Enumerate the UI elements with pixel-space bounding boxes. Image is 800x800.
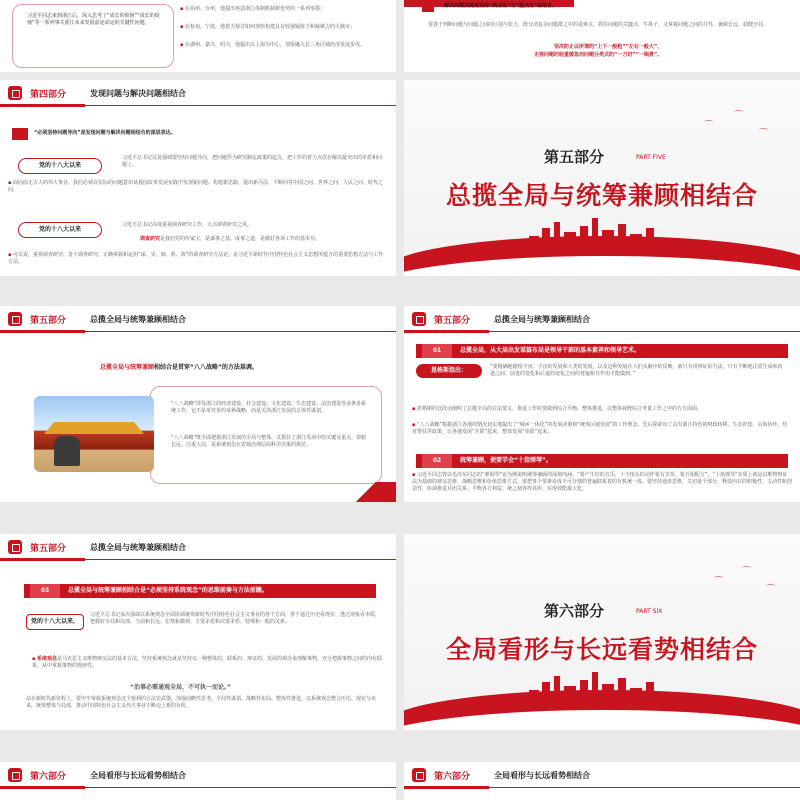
bullet-1: ▪ 恩格斯的这段话阐明了总揽全局的方法要义，推进工作时要做到综合平衡、整体推进，以整体视野综合考量工作之中的方方面面。 xyxy=(412,406,792,413)
bullet-3: ▪ 在湖州、嘉兴、绍兴，他提出以上海为中心，加快融入长三角区域经济发展步伐。 xyxy=(180,42,386,49)
bullet-2: ▪ 可以说，重视调查研究、善于调查研究、正确掌握和运用“深、实、细、准、效”的调查研究方法论，是习近平新时代中国特色社会主义思想所蕴含的重要思想方法与工作方法。 xyxy=(8,252,388,266)
part-number: 第五部分 xyxy=(544,148,605,166)
header-rule xyxy=(0,105,396,106)
part-title: 全局看形与长远看势相结合 xyxy=(90,771,186,780)
cover-title: 总揽全局与统筹兼顾相结合 xyxy=(445,181,758,210)
bird-icon: ⌒ xyxy=(704,121,714,131)
part-label: 第六部分 xyxy=(434,772,471,782)
quote-label: 恩格斯指出： xyxy=(416,364,482,378)
slide-thumbnail-7[interactable] xyxy=(0,534,396,730)
section-icon xyxy=(412,768,426,782)
section-icon xyxy=(8,540,22,554)
quote-text: 习近平同志来到浙江后，深入思考了“成长的烦恼”“成长的烦恼”等一系列事关浙江未来发展前途命运的关键性问题。 xyxy=(27,13,160,26)
lead-line xyxy=(100,364,258,371)
red-keyword: 系统观念 xyxy=(36,656,57,662)
part-title: 总揽全局与统筹兼顾相结合 xyxy=(90,543,186,552)
palace-photo xyxy=(34,396,154,472)
bird-icon: ⌒ xyxy=(734,111,744,121)
header-rule xyxy=(404,331,800,332)
text: 习近平总书记多次强调以系统观念全面协调统筹新时代中国特色社会主义事业的各个方面，善于通过历史看现实、透过现象看本质，把握好全局和局部、当前和长远、宏观和微观、主要矛盾和次要矛盾、特殊和一般的关系。 xyxy=(90,612,381,625)
paragraph-2: “八八战略”既全面把握浙江发展的全局与整体，又抓住了浙江发展中的关键及重点，着眼长远、注重大局，是系统观念在省域治理层面科学决策的典范。 xyxy=(171,435,367,448)
slide-thumbnail-6[interactable] xyxy=(404,306,800,502)
cover-title: 全局看形与长远看势相结合 xyxy=(445,635,758,664)
bullet-2: ▪ “八八战略”根据浙江各地的情况切实地提出了“城乡一体化”的发展决策和“统筹区域发展”的工作理念，先后探索出了具有浙江特色的财政转移、生态补偿、山海协作、结对帮扶等政策，让各地发展“并联”起来，整体发展“串联”起来。 xyxy=(412,422,792,436)
part-label: 第六部分 xyxy=(30,772,67,782)
header-rule xyxy=(404,787,800,788)
point-text-2: 统筹兼顾，便要学会“十指弹琴”。 xyxy=(460,457,552,464)
point-text-1: 总揽全局，从大局出发谋篇布局是领导干部的基本素养和领导艺术。 xyxy=(460,347,641,354)
part-title: 发现问题与解决问题相结合 xyxy=(90,89,186,98)
header-rule xyxy=(0,559,396,560)
section-icon xyxy=(412,312,426,326)
header-rule xyxy=(0,787,396,788)
part-title: 总揽全局与统筹兼顾相结合 xyxy=(90,315,186,324)
slide-thumbnail-10[interactable] xyxy=(404,762,800,800)
point-text: 总揽全局与统筹兼顾相结合是“必须坚持系统观念”的思维前奏与方法前瞻。 xyxy=(68,587,268,594)
point-bar-2 xyxy=(416,454,788,468)
bullet-2: ▪ 在杭州、宁波，他着力探讨如何加快构建具有较强辐射力和凝聚力的大城市； xyxy=(180,24,386,31)
flag-icon xyxy=(12,128,28,140)
part-label: 第五部分 xyxy=(30,316,67,326)
flag-icon xyxy=(422,2,434,12)
slide-header xyxy=(0,306,396,332)
slide-thumbnail-3[interactable] xyxy=(0,80,396,276)
quote-text: “要精确地描绘宇宙、宇宙的发展和人类的发展，以及这种发展在人们头脑中的反映，就只有用辩证的方法，只有不断地注意生成和消逝之间、前进的变化和后退的变化之间的普遍相互作用才能做到。” xyxy=(490,364,783,377)
point-bar-1 xyxy=(416,344,788,358)
header-rule xyxy=(0,331,396,332)
quote-card xyxy=(12,4,174,68)
part-label: 第四部分 xyxy=(30,90,67,100)
paragraph: 要善于判断问题与问题之间的区别与张力，既分清复杂问题群之中的重难点，抓住问题的关键点、牛鼻子，又掌握问题之间的共性、兼顾长远、稳健全局。 xyxy=(428,22,769,28)
lead-text: 相结合是贯穿“八八战略”的方法基调。 xyxy=(154,364,258,371)
pill-label-2: 党的十八大以来 xyxy=(18,222,102,238)
bullet xyxy=(32,656,382,670)
bullet-text: 是马克思主义唯物辩证法的基本方法，坚持系统观念就是坚持以一种整体的、联系的、辩证的、发展的观念来理解事物，充分把握事物之间的内在联系，从中掌握事物的规律性。 xyxy=(32,656,383,669)
bullet-3: ▪ 习近平同志曾以毛泽东同志的“弹钢琴”论为例说明统筹兼顾的深刻内涵，“要产生好的音乐，十个指头的动作要有节奏，要互相配合”。“十指弹琴”本质上就是以唯物辩证法为基础的辩证思维、战略思维和价值思维方式，要把各个要素看成不可分割的普遍联系着的有机统一体，要坚持通盘思维、关切各个部分，释放内在的积极性、主动性和创造性，协调推进兵团关系、平衡各方利益，统之使各得其所、实现效能最大化。 xyxy=(412,472,792,493)
part-english: PART FIVE xyxy=(636,154,666,161)
slide-thumbnail-5[interactable] xyxy=(0,306,396,502)
slide-header xyxy=(404,762,800,788)
red-line-2: 无视问题的轻重缓急而问题分类式的“一刀切”“一锅煮”。 xyxy=(534,52,663,58)
bullet-1: ▪ 在温州、台州，他提出再造浙江体制机制新优势的一系列举措； xyxy=(180,6,386,13)
pill-label-1: 党的十八大以来 xyxy=(18,158,102,174)
closing-text: 站在新时代新征程上，要牢牢掌握系统观念这个锐利的方法论武器，加强前瞻性思考、全局性谋划、战略性布局、整体性推进，以系统观念整合历史、现实与未来，统筹整体与局部，推动中国特色社会主义伟大事业不断迈上新的台阶。 xyxy=(26,696,377,709)
bird-icon: ⌒ xyxy=(766,585,776,595)
slide-thumbnail-2[interactable] xyxy=(404,0,800,72)
bullet-1: ▪ 面向前无古人的伟大事业，我们必须以实际的问题意识从我国改革发展实践中发现新问题、构建新思路、提出新办法，不断回答中国之问、世界之问、人民之问、时代之问。 xyxy=(8,180,388,194)
lead-text: “必须坚持问题导向”是发现问题与解决问题相结合的深层表达。 xyxy=(34,130,176,136)
lead-text: 解决问题关键是坚持“两点论”与“重点论”相结合。 xyxy=(444,3,558,9)
bird-icon: ⌒ xyxy=(714,577,724,587)
bird-icon: ⌒ xyxy=(742,567,752,577)
part-label: 第五部分 xyxy=(30,544,67,554)
lead-red: 总揽全局与统筹兼顾 xyxy=(100,364,155,371)
red-line-1: 坚决防止以所谓的“上下一般粗”“左右一般大”、 xyxy=(554,44,663,50)
text-1: 习近平总书记反复强调要坚持问题导向，把问题作为研究制定政策的起点，把工作的着力点放在解决最突出的矛盾和问题上。 xyxy=(122,155,383,168)
point-bar xyxy=(24,584,376,598)
section-icon xyxy=(8,768,22,782)
text-3: 是我们党的传家宝，是谋事之基、成事之道，是做好各项工作的基本功。 xyxy=(160,236,321,242)
quote: “治事必需通观全局，不可执一而论。” xyxy=(130,684,231,691)
part-english: PART SIX xyxy=(636,608,663,615)
slide-header xyxy=(0,534,396,560)
part-label: 第五部分 xyxy=(434,316,471,326)
red-keyword: 调查研究 xyxy=(140,236,161,242)
pill-label: 党的十八大以来， xyxy=(26,614,84,630)
part-number: 第六部分 xyxy=(544,602,605,620)
slide-thumbnail-8[interactable] xyxy=(404,534,800,730)
section-icon xyxy=(8,312,22,326)
palace-roof xyxy=(44,422,144,434)
part-title: 总揽全局与统筹兼顾相结合 xyxy=(494,315,590,324)
text-3-line xyxy=(140,236,390,243)
text-2: 习近平总书记高度重视调查研究工作，大兴调查研究之风。 xyxy=(122,222,253,228)
content-card xyxy=(150,386,382,484)
part-title: 全局看形与长远看势相结合 xyxy=(494,771,590,780)
slide-header xyxy=(0,80,396,106)
point-number: 03 xyxy=(30,584,60,598)
slide-thumbnail-1[interactable] xyxy=(0,0,396,72)
bird-icon: ⌒ xyxy=(759,129,769,139)
paragraph-1: “八八战略”涉及浙江的经济建设、社会建设、文化建设、生态建设、法治建设等多条多系统工作，它不是单对单的某种战略，而是关涉浙江发展的总体性谋划。 xyxy=(171,401,367,414)
slide-thumbnail-4[interactable] xyxy=(404,80,800,276)
corner-decoration xyxy=(336,482,396,502)
slide-header xyxy=(0,762,396,788)
slide-header xyxy=(404,306,800,332)
section-icon xyxy=(8,86,22,100)
stone-lion xyxy=(54,436,80,466)
slide-thumbnail-9[interactable] xyxy=(0,762,396,800)
point-number-1: 01 xyxy=(422,344,452,358)
point-number-2: 02 xyxy=(422,454,452,468)
